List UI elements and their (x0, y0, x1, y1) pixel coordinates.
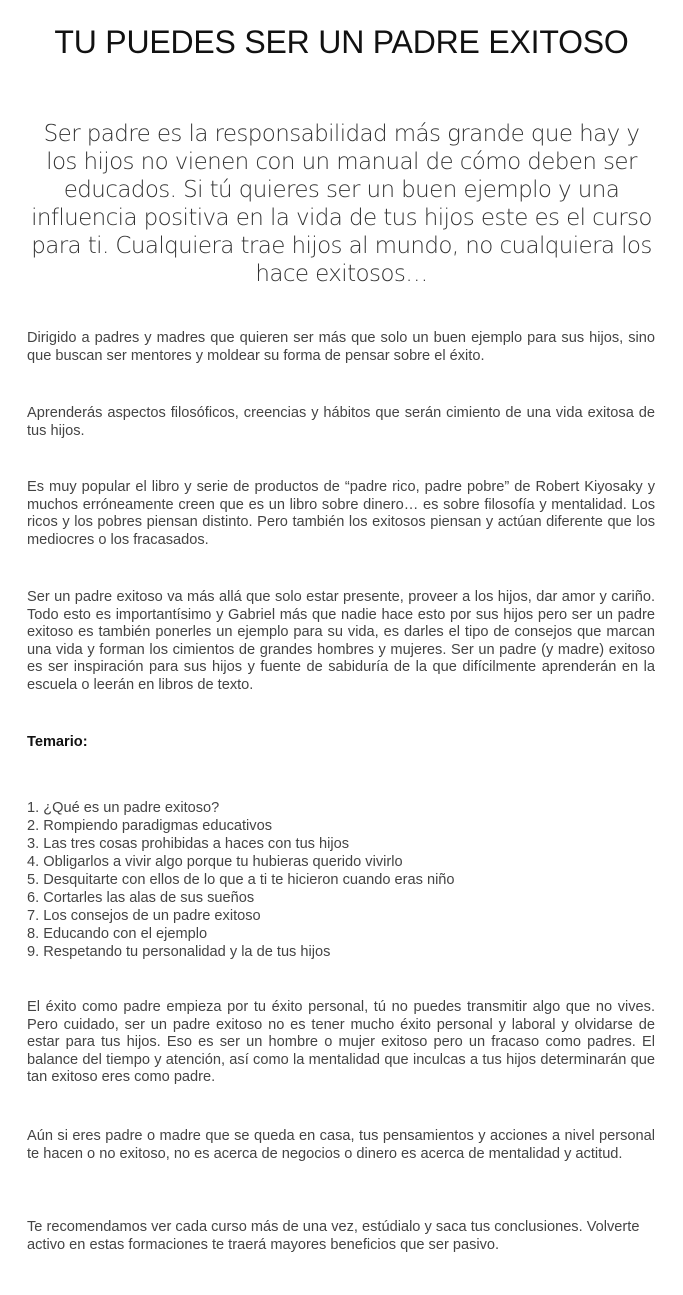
paragraph-audience: Dirigido a padres y madres que quieren ser más que solo un buen ejemplo para sus hijos, sino que buscan ser mentores y moldear su forma de pensar sobre el éxito. (27, 330, 655, 364)
list-item: 7. Los consejos de un padre exitoso (27, 908, 261, 924)
list-item: 9. Respetando tu personalidad y la de tus hijos (27, 944, 331, 960)
list-item: 2. Rompiendo paradigmas educativos (27, 818, 272, 834)
list-item: 8. Educando con el ejemplo (27, 926, 208, 942)
paragraph-successful-father: Ser un padre exitoso va más allá que solo estar presente, proveer a los hijos, dar amor y cariño. Todo esto es importantísimo y Gabriel más que nadie hace esto por sus hijos pero ser un padre exitoso es también ponerles un ejemplo para su vida, es darles el tipo de consejos que marcan una vida y forman los cimientos de grandes hombres y mujeres. Ser un padre (y madre) exitoso es ser inspiración para sus hijos y fuente de sabiduría de la que difícilmente aprenderán en la escuela o leerán en libros de texto. (27, 589, 655, 693)
syllabus-heading: Temario: (27, 734, 88, 750)
syllabus-list (27, 799, 655, 961)
paragraph-stay-at-home: Aún si eres padre o madre que se queda en casa, tus pensamientos y acciones a nivel personal te hacen o no exitoso, no es acerca de negocios o dinero es acerca de mentalidad y actitud. (27, 1128, 655, 1162)
page-title: TU PUEDES SER UN PADRE EXITOSO (54, 24, 629, 60)
list-item: 4. Obligarlos a vivir algo porque tu hubieras querido vivirlo (27, 854, 403, 870)
paragraph-recommendation: Te recomendamos ver cada curso más de una vez, estúdialo y saca tus conclusiones. Volverte activo en estas formaciones te traerá mayores beneficios que ser pasivo. (27, 1219, 640, 1253)
list-item: 5. Desquitarte con ellos de lo que a ti te hicieron cuando eras niño (27, 872, 455, 888)
paragraph-personal-success: El éxito como padre empieza por tu éxito personal, tú no puedes transmitir algo que no vives. Pero cuidado, ser un padre exitoso no es tener mucho éxito personal y laboral y olvidarse de estar para tus hijos. Eso es ser un hombre o mujer exitoso pero un fracaso como padres. El balance del tiempo y atención, así como la mentalidad que inculcas a tus hijos determinarán que tan exitoso eres como padre. (27, 999, 655, 1086)
list-item: 1. ¿Qué es un padre exitoso? (27, 800, 220, 816)
list-item: 6. Cortarles las alas de sus sueños (27, 890, 255, 906)
lead-paragraph: Ser padre es la responsabilidad más grande que hay y los hijos no vienen con un manual de cómo deben ser educados. Si tú quieres ser un buen ejemplo y una influencia positiva en la vida de tus hijos este es el curso para ti. Cualquiera trae hijos al mundo, no cualquiera los hace exitosos… (31, 121, 652, 287)
paragraph-learning: Aprenderás aspectos filosóficos, creencias y hábitos que serán cimiento de una vida exitosa de tus hijos. (27, 405, 655, 439)
list-item: 3. Las tres cosas prohibidas a haces con tus hijos (27, 836, 350, 852)
paragraph-rich-dad: Es muy popular el libro y serie de productos de “padre rico, padre pobre” de Robert Kiyosaky y muchos erróneamente creen que es un libro sobre dinero… es sobre filosofía y mentalidad. Los ricos y los pobres piensan distinto. Pero también los exitosos piensan y actúan diferente que los mediocres o los fracasados. (27, 479, 655, 548)
